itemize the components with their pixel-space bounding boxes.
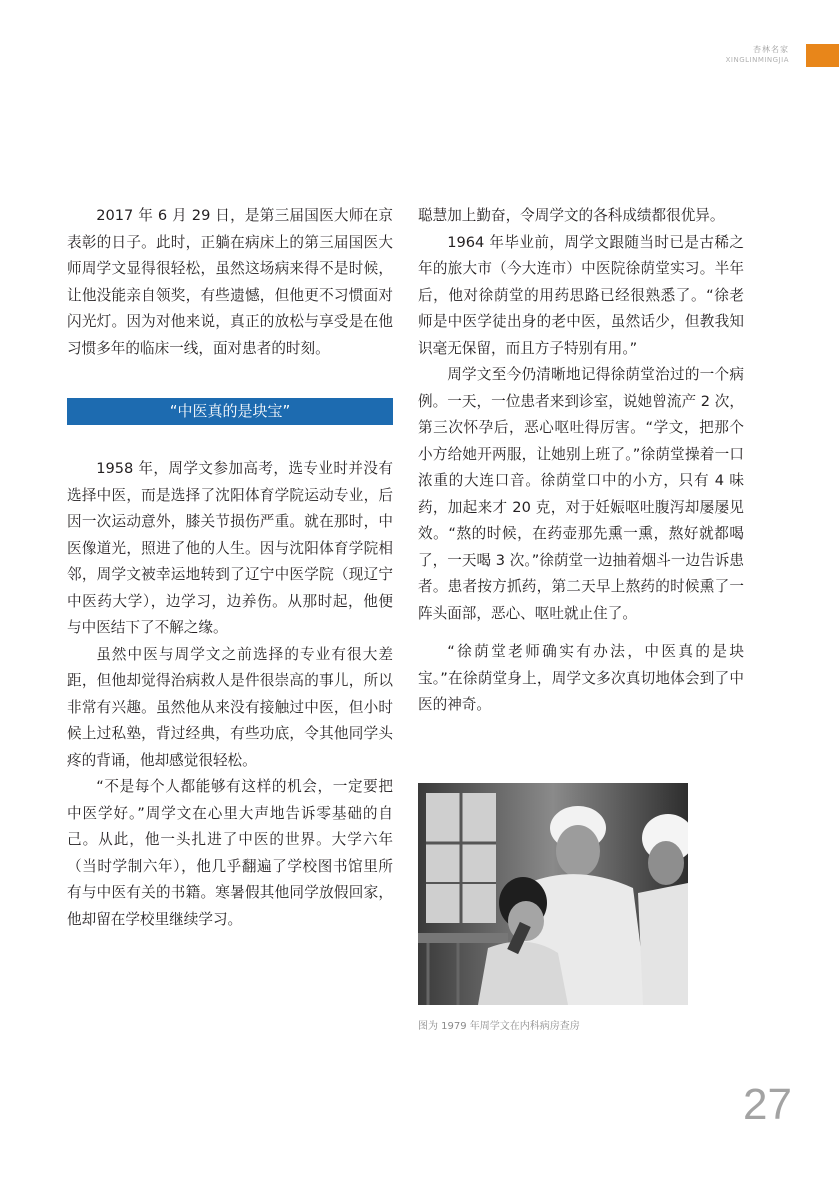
paragraph: 1958 年，周学文参加高考，选专业时并没有选择中医，而是选择了沈阳体育学院运动专业，后因一次运动意外，膝关节损伤严重。就在那时，中医像道光，照进了他的人生。因与沈阳体育学院相邻，周学文被幸运地转到了辽宁中医学院（现辽宁中医药大学），边学习，边养伤。从那时起，他便与中医结下了不解之缘。 <box>67 460 393 636</box>
paragraph: 虽然中医与周学文之前选择的专业有很大差距，但他却觉得治病救人是件很崇高的事儿，所以非常有兴趣。虽然他从来没有接触过中医，但小时候上过私塾，背过经典，有些功底，令其他同学头疼的背诵，他却感觉很轻松。 <box>67 645 393 769</box>
section-title-cn: 杏林名家 <box>753 45 789 54</box>
page-number: 27 <box>743 1080 792 1129</box>
historical-photo <box>418 783 688 1005</box>
left-column <box>67 203 393 933</box>
section-heading: “中医真的是块宝” <box>67 398 393 425</box>
paragraph: “徐荫堂老师确实有办法，中医真的是块宝。”在徐荫堂身上，周学文多次真切地体会到了中医的神奇。 <box>418 643 744 713</box>
right-column <box>418 203 744 719</box>
photo-illustration <box>418 783 688 1005</box>
paragraph: 聪慧加上勤奋，令周学文的各科成绩都很优异。 <box>418 207 725 224</box>
section-title-en: XINGLINMINGJIA <box>725 56 789 64</box>
photo-caption: 图为 1979 年周学文在内科病房查房 <box>418 1021 580 1032</box>
paragraph: 1964 年毕业前，周学文跟随当时已是古稀之年的旅大市（今大连市）中医院徐荫堂实习。半年后，他对徐荫堂的用药思路已经很熟悉了。“徐老师是中医学徒出身的老中医，虽然话少，但教我知识毫无保留，而且方子特别有用。” <box>418 233 744 357</box>
section-tab-marker <box>806 44 839 67</box>
paragraph: 周学文至今仍清晰地记得徐荫堂治过的一个病例。一天，一位患者来到诊室，说她曾流产 2 次，第三次怀孕后，恶心呕吐得厉害。“学文，把那个小方给她开两服，让她别上班了。”徐荫堂操着一口浓重的大连口音。徐荫堂口中的小方，只有 4 味药，加起来才 20 克，对于妊娠呕吐腹泻却屡屡见效。“熬的时候，在药壶那先熏一熏，熬好就都喝了，一天喝 3 次。”徐荫堂一边抽着烟斗一边告诉患者。患者按方抓药，第二天早上熬药的时候熏了一阵头面部，恶心、呕吐就止住了。 <box>418 366 744 622</box>
paragraph: 2017 年 6 月 29 日，是第三届国医大师在京表彰的日子。此时，正躺在病床上的第三届国医大师周学文显得很轻松，虽然这场病来得不是时候，让他没能亲自领奖，有些遗憾，但他更不习惯面对闪光灯。因为对他来说，真正的放松与享受是在他习惯多年的临床一线，面对患者的时刻。 <box>67 207 393 357</box>
paragraph: “不是每个人都能够有这样的机会，一定要把中医学好。”周学文在心里大声地告诉零基础的自己。从此，他一头扎进了中医的世界。大学六年（当时学制六年），他几乎翻遍了学校图书馆里所有与中医有关的书籍。寒暑假其他同学放假回家，他却留在学校里继续学习。 <box>67 778 393 928</box>
